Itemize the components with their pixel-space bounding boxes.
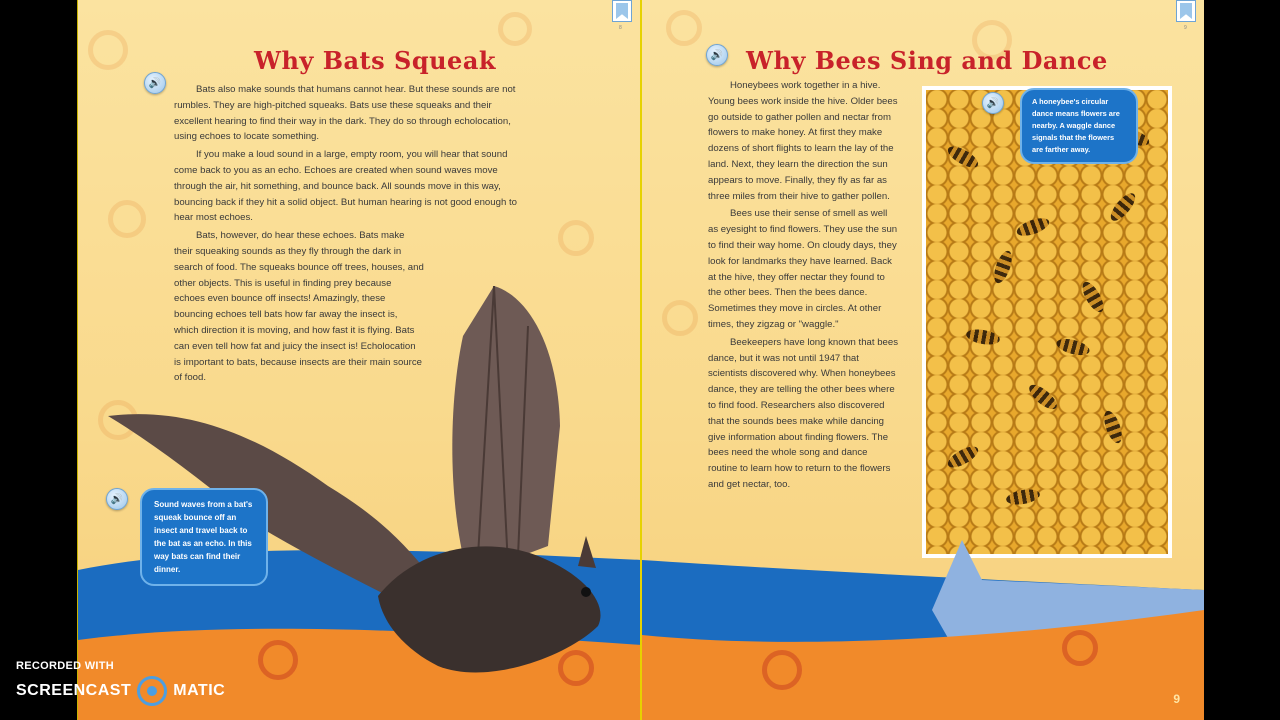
decor-swirl bbox=[666, 10, 702, 46]
wave-decoration bbox=[642, 540, 1204, 720]
bookmark-icon[interactable] bbox=[612, 0, 632, 22]
page-number: 9 bbox=[1173, 692, 1180, 706]
page-marker: 9 bbox=[1184, 25, 1187, 31]
left-page bbox=[77, 0, 641, 720]
paragraph: Honeybees work together in a hive. Young bees work inside the hive. Older bees go outside to gather pollen and nectar from flowers to make honey. At first they make dozens of short flights to learn the lay of the land. Next, they learn the direction the sun appears to move. Finally, they fly as far as three miles from their hive to gather pollen. bbox=[708, 80, 898, 202]
bee-shape bbox=[945, 442, 981, 471]
caption-callout: Sound waves from a bat's squeak bounce off an insect and travel back to the bat as an echo. In this way bats can find their dinner. bbox=[140, 488, 268, 586]
screencast-watermark bbox=[16, 660, 225, 706]
caption-callout: A honeybee's circular dance means flowers are nearby. A waggle dance signals that the flowers are farther away. bbox=[1020, 88, 1138, 164]
paragraph: If you make a loud sound in a large, empty room, you will hear that sound come back to you as an echo. Echoes are created when sound waves move through the air, hit something, and bounce back. All sounds move in this way, bouncing back if they hit a solid object. But human hearing is not good enough to hear most echoes. bbox=[174, 149, 517, 224]
decor-swirl bbox=[558, 220, 594, 256]
watermark-brand-right: MATIC bbox=[173, 682, 226, 699]
audio-speaker-icon[interactable]: 🔊 bbox=[144, 72, 166, 94]
paragraph: Bees use their sense of smell as well as eyesight to find flowers. They use the sun to find their way home. On cloudy days, they look for landmarks they have learned. Back at the hive, they offer nectar they found to the other bees. Then the bees dance. Sometimes they move in circles. At other times, they zigzag or "waggle." bbox=[708, 208, 898, 330]
paragraph: Bats, however, do hear these echoes. Bats make their squeaking sounds as they fly through the dark in search of food. The squeaks bounce off trees, houses, and other objects. This is useful in finding prey because echoes even bounce off insects! Amazingly, these bouncing echoes tell bats how far away the insect is, which direction it is moving, and how fast it is flying. Bats can even tell how fat and juicy the insect is! Echolocation is important to bats, because insects are their main source of food. bbox=[174, 230, 424, 384]
bee-shape bbox=[945, 142, 981, 171]
screencast-logo-icon bbox=[137, 676, 167, 706]
article-body bbox=[708, 78, 898, 495]
page-title: Why Bats Squeak bbox=[254, 46, 497, 75]
audio-speaker-icon[interactable]: 🔊 bbox=[982, 92, 1004, 114]
bee-shape bbox=[1101, 409, 1126, 446]
page-spine bbox=[640, 0, 642, 720]
bee-shape bbox=[1025, 381, 1060, 414]
decor-swirl bbox=[88, 30, 128, 70]
paragraph: Bats also make sounds that humans cannot hear. But these sounds are not rumbles. They are high-pitched squeaks. Bats use these squeaks and their excellent hearing to find their way in the dark. They do so through echolocation, using echoes to locate something. bbox=[174, 84, 516, 143]
bee-shape bbox=[991, 249, 1016, 286]
bookmark-icon[interactable] bbox=[1176, 0, 1196, 22]
decor-swirl bbox=[762, 650, 802, 690]
audio-speaker-icon[interactable]: 🔊 bbox=[706, 44, 728, 66]
decor-swirl bbox=[1062, 630, 1098, 666]
audio-speaker-icon[interactable]: 🔊 bbox=[106, 488, 128, 510]
page-marker: 8 bbox=[619, 25, 622, 31]
watermark-recorded-with: RECORDED WITH bbox=[16, 660, 115, 672]
bee-shape bbox=[1015, 215, 1052, 240]
bee-shape bbox=[1107, 189, 1140, 224]
bee-shape bbox=[1005, 487, 1041, 507]
page-title: Why Bees Sing and Dance bbox=[746, 46, 1108, 75]
decor-swirl bbox=[662, 300, 698, 336]
right-page bbox=[642, 0, 1204, 720]
watermark-brand bbox=[16, 676, 225, 706]
paragraph: Beekeepers have long known that bees dance, but it was not until 1947 that scientists discovered why. When honeybees dance, they are telling the other bees where to find food. Researchers also discovered that the sounds bees make while dancing give information about finding flowers. The bees need the whole song and dance routine to learn how to return to the flowers and get nectar, too. bbox=[708, 336, 899, 490]
bee-shape bbox=[965, 327, 1001, 347]
decor-swirl bbox=[108, 200, 146, 238]
decor-swirl bbox=[498, 12, 532, 46]
bee-shape bbox=[1078, 279, 1107, 315]
watermark-brand-left: SCREENCAST bbox=[16, 682, 132, 699]
bee-shape bbox=[1055, 336, 1091, 358]
